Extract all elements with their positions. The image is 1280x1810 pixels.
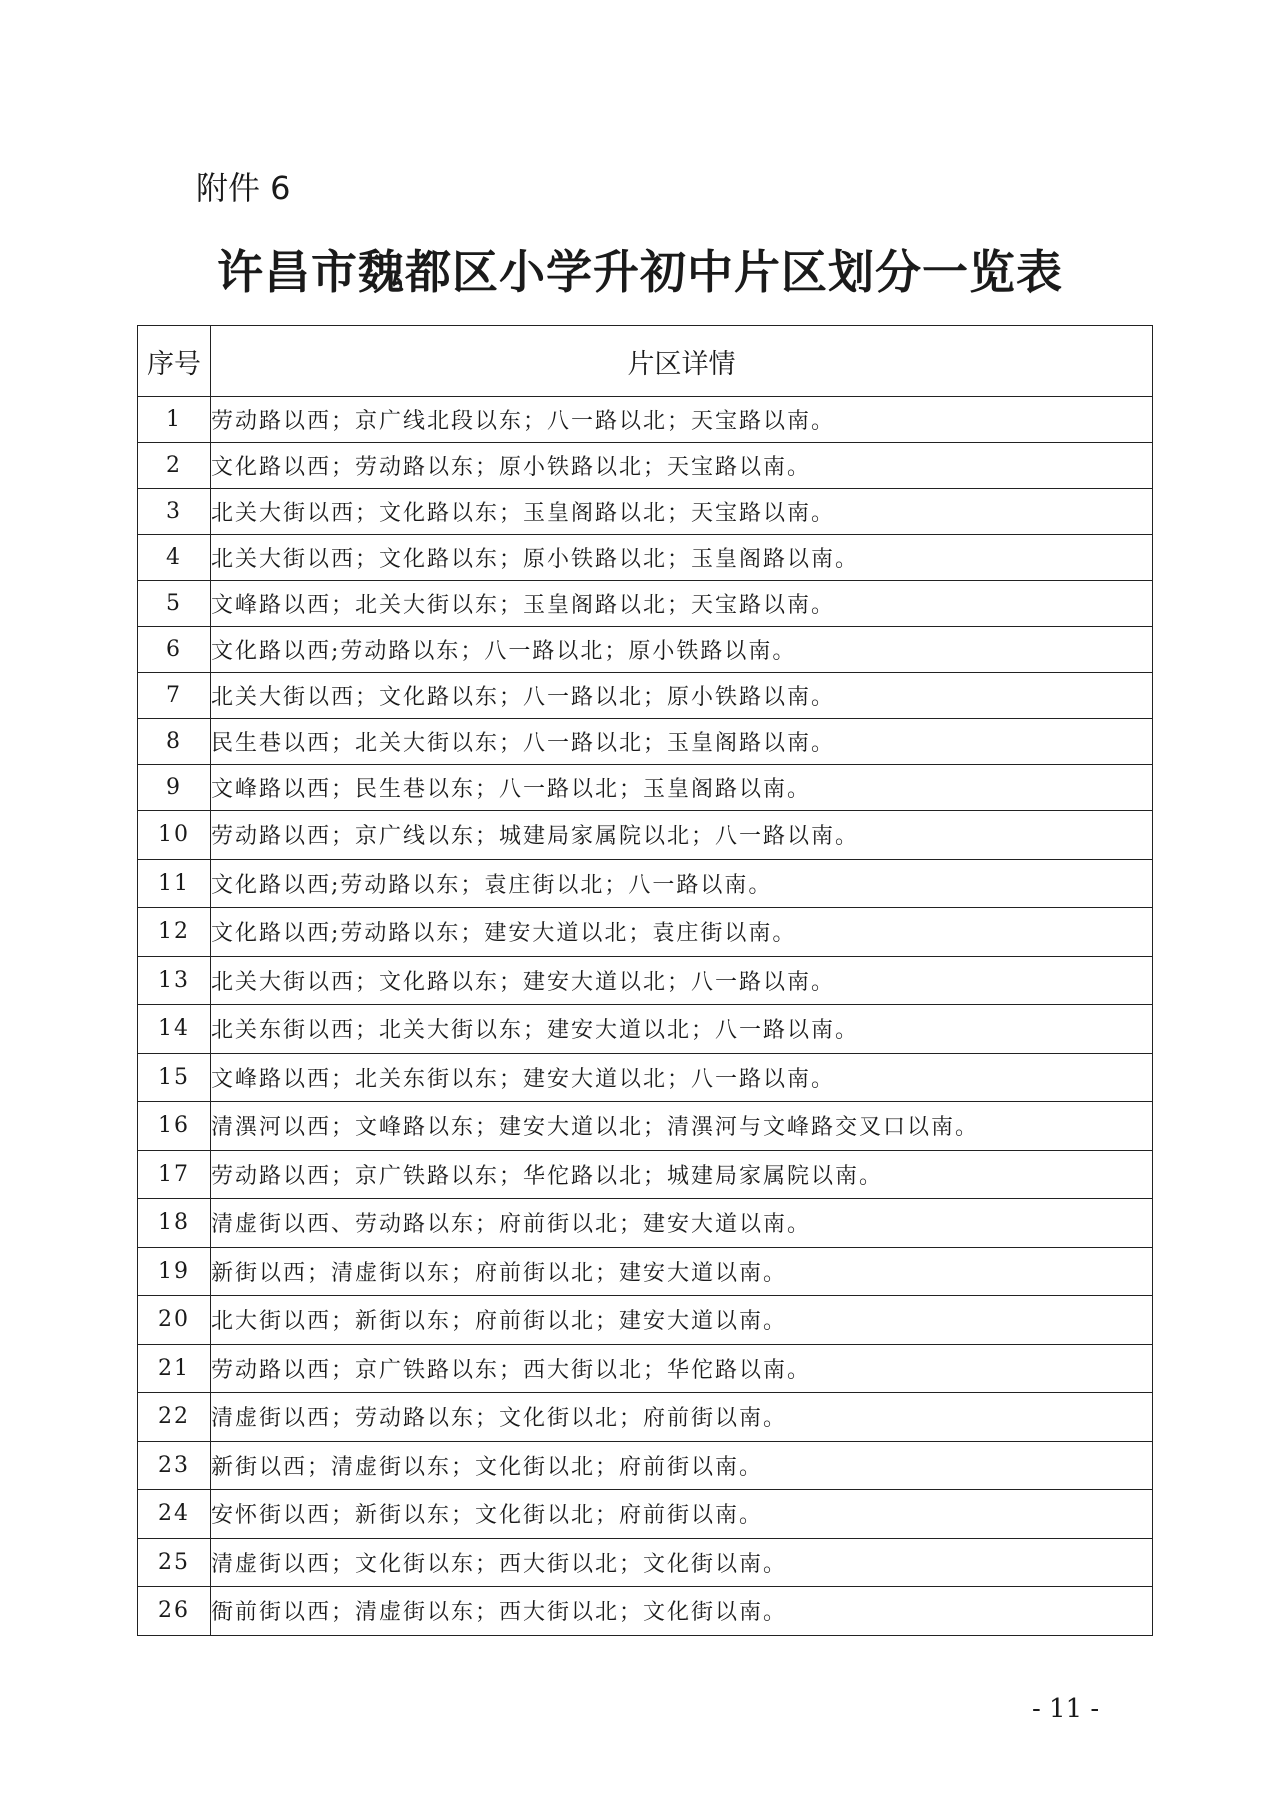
row-zone-details: 清虚街以西；文化街以东；西大街以北；文化街以南。 bbox=[211, 1538, 1153, 1587]
header-details: 片区详情 bbox=[211, 326, 1153, 397]
row-number: 1 bbox=[138, 397, 211, 443]
row-zone-details: 清虚街以西；劳动路以东；文化街以北；府前街以南。 bbox=[211, 1393, 1153, 1442]
row-zone-details: 衙前街以西；清虚街以东；西大街以北；文化街以南。 bbox=[211, 1587, 1153, 1636]
table-row bbox=[138, 581, 1153, 627]
row-zone-details: 文峰路以西；北关东街以东；建安大道以北；八一路以南。 bbox=[211, 1053, 1153, 1102]
row-zone-details: 文峰路以西；北关大街以东；玉皇阁路以北；天宝路以南。 bbox=[211, 581, 1153, 627]
table-row bbox=[138, 719, 1153, 765]
row-zone-details: 北关东街以西；北关大街以东；建安大道以北；八一路以南。 bbox=[211, 1005, 1153, 1054]
row-number: 6 bbox=[138, 627, 211, 673]
table-row bbox=[138, 859, 1153, 908]
table-row bbox=[138, 1344, 1153, 1393]
row-number: 26 bbox=[138, 1587, 211, 1636]
table-row bbox=[138, 811, 1153, 860]
row-number: 7 bbox=[138, 673, 211, 719]
row-number: 14 bbox=[138, 1005, 211, 1054]
row-zone-details: 新街以西；清虚街以东；府前街以北；建安大道以南。 bbox=[211, 1247, 1153, 1296]
table-row bbox=[138, 1587, 1153, 1636]
row-number: 9 bbox=[138, 765, 211, 811]
table-row bbox=[138, 908, 1153, 957]
row-zone-details: 劳动路以西；京广线以东；城建局家属院以北；八一路以南。 bbox=[211, 811, 1153, 860]
row-zone-details: 文化路以西;劳动路以东；八一路以北；原小铁路以南。 bbox=[211, 627, 1153, 673]
zone-table bbox=[137, 325, 1153, 1636]
table-row bbox=[138, 1199, 1153, 1248]
row-zone-details: 北关大街以西；文化路以东；玉皇阁路以北；天宝路以南。 bbox=[211, 489, 1153, 535]
table-row bbox=[138, 1005, 1153, 1054]
row-number: 13 bbox=[138, 956, 211, 1005]
row-zone-details: 北大街以西；新街以东；府前街以北；建安大道以南。 bbox=[211, 1296, 1153, 1345]
row-number: 18 bbox=[138, 1199, 211, 1248]
row-number: 2 bbox=[138, 443, 211, 489]
row-zone-details: 北关大街以西；文化路以东；八一路以北；原小铁路以南。 bbox=[211, 673, 1153, 719]
table-row bbox=[138, 535, 1153, 581]
table-row bbox=[138, 956, 1153, 1005]
row-number: 12 bbox=[138, 908, 211, 957]
row-zone-details: 劳动路以西；京广线北段以东；八一路以北；天宝路以南。 bbox=[211, 397, 1153, 443]
table-row bbox=[138, 1296, 1153, 1345]
table-row bbox=[138, 1441, 1153, 1490]
row-zone-details: 清虚街以西、劳动路以东；府前街以北；建安大道以南。 bbox=[211, 1199, 1153, 1248]
row-zone-details: 新街以西；清虚街以东；文化街以北；府前街以南。 bbox=[211, 1441, 1153, 1490]
row-zone-details: 民生巷以西；北关大街以东；八一路以北；玉皇阁路以南。 bbox=[211, 719, 1153, 765]
row-number: 11 bbox=[138, 859, 211, 908]
row-zone-details: 文化路以西;劳动路以东；建安大道以北；袁庄街以南。 bbox=[211, 908, 1153, 957]
row-number: 4 bbox=[138, 535, 211, 581]
table-row bbox=[138, 1490, 1153, 1539]
table-row bbox=[138, 1150, 1153, 1199]
table-row bbox=[138, 1102, 1153, 1151]
table-row bbox=[138, 397, 1153, 443]
row-zone-details: 文化路以西;劳动路以东；袁庄街以北；八一路以南。 bbox=[211, 859, 1153, 908]
table-header-row bbox=[138, 326, 1153, 397]
row-number: 8 bbox=[138, 719, 211, 765]
zone-table-body bbox=[138, 397, 1153, 1636]
table-row bbox=[138, 1393, 1153, 1442]
row-number: 25 bbox=[138, 1538, 211, 1587]
row-number: 10 bbox=[138, 811, 211, 860]
row-number: 17 bbox=[138, 1150, 211, 1199]
row-zone-details: 安怀街以西；新街以东；文化街以北；府前街以南。 bbox=[211, 1490, 1153, 1539]
row-zone-details: 文峰路以西；民生巷以东；八一路以北；玉皇阁路以南。 bbox=[211, 765, 1153, 811]
attachment-label: 附件 6 bbox=[196, 169, 291, 207]
row-zone-details: 北关大街以西；文化路以东；建安大道以北；八一路以南。 bbox=[211, 956, 1153, 1005]
row-number: 22 bbox=[138, 1393, 211, 1442]
row-number: 20 bbox=[138, 1296, 211, 1345]
table-row bbox=[138, 1053, 1153, 1102]
document-title: 许昌市魏都区小学升初中片区划分一览表 bbox=[217, 245, 1063, 299]
header-number: 序号 bbox=[138, 326, 211, 397]
table-row bbox=[138, 627, 1153, 673]
row-zone-details: 劳动路以西；京广铁路以东；华佗路以北；城建局家属院以南。 bbox=[211, 1150, 1153, 1199]
row-zone-details: 北关大街以西；文化路以东；原小铁路以北；玉皇阁路以南。 bbox=[211, 535, 1153, 581]
row-number: 23 bbox=[138, 1441, 211, 1490]
row-zone-details: 文化路以西；劳动路以东；原小铁路以北；天宝路以南。 bbox=[211, 443, 1153, 489]
row-number: 15 bbox=[138, 1053, 211, 1102]
row-number: 19 bbox=[138, 1247, 211, 1296]
page-number: - 11 - bbox=[1032, 1694, 1100, 1724]
table-row bbox=[138, 489, 1153, 535]
row-number: 21 bbox=[138, 1344, 211, 1393]
table-row bbox=[138, 673, 1153, 719]
table-row bbox=[138, 1247, 1153, 1296]
row-number: 24 bbox=[138, 1490, 211, 1539]
row-zone-details: 劳动路以西；京广铁路以东；西大街以北；华佗路以南。 bbox=[211, 1344, 1153, 1393]
table-row bbox=[138, 1538, 1153, 1587]
row-number: 16 bbox=[138, 1102, 211, 1151]
table-row bbox=[138, 765, 1153, 811]
table-row bbox=[138, 443, 1153, 489]
row-zone-details: 清潩河以西；文峰路以东；建安大道以北；清潩河与文峰路交叉口以南。 bbox=[211, 1102, 1153, 1151]
row-number: 5 bbox=[138, 581, 211, 627]
row-number: 3 bbox=[138, 489, 211, 535]
